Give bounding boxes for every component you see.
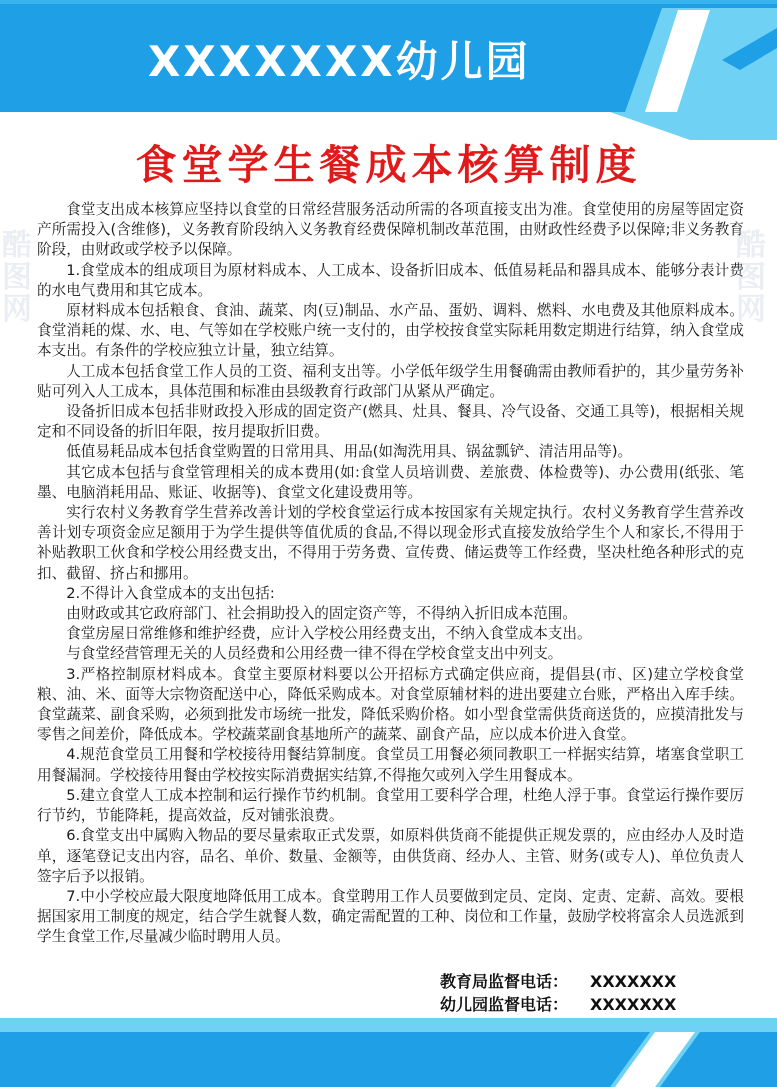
paragraph: 6.食堂支出中属购入物品的要尽量索取正式发票，如原料供货商不能提供正规发票的，应由经办人及时造单，逐笔登记支出内容，品名、单价、数量、金额等，由供货商、经办人、主管、财务(或专人)、单位负责人签字后予以报销。 (37, 827, 744, 885)
paragraph: 人工成本包括食堂工作人员的工资、福利支出等。小学低年级学生用餐确需由教师看护的，其少量劳务补贴可列入人工成本，具体范围和标准由县级教育行政部门从紧从严确定。 (37, 362, 744, 400)
footer-banner (0, 1010, 777, 1087)
paragraph: 4.规范食堂员工用餐和学校接待用餐结算制度。食堂员工用餐必须同教职工一样据实结算，堵塞食堂职工用餐漏洞。学校接待用餐由学校按实际消费据实结算,不得拖欠或列入学生用餐成本。 (37, 746, 744, 784)
paragraph: 食堂支出成本核算应坚持以食堂的日常经营服务活动所需的各项直接支出为准。食堂使用的房屋等固定资产所需投入(含维修)，义务教育阶段纳入义务教育经费保障机制改革范围，由财政性经费予以保障;非义务教育阶段，由财政或学校予以保障。 (37, 201, 744, 259)
paragraph: 原材料成本包括粮食、食油、蔬菜、肉(豆)制品、水产品、蛋奶、调料、燃料、水电费及其他原料成本。食堂消耗的煤、水、电、气等如在学校账户统一支付的，由学校按食堂实际耗用数定期进行结算，纳入食堂成本支出。有条件的学校应独立计量，独立结算。 (37, 302, 744, 360)
paragraph: 7.中小学校应最大限度地降低用工成本。食堂聘用工作人员要做到定员、定岗、定责、定薪、高效。要根据国家用工制度的规定，结合学生就餐人数，确定需配置的工种、岗位和工作量，鼓励学校将富余人员选派到学生食堂工作,尽量减少临时聘用人员。 (37, 887, 744, 946)
school-name: XXXXXXX幼儿园 (148, 37, 531, 86)
contact-label: 教育局监督电话： (440, 972, 569, 991)
footer-main-band (0, 1032, 650, 1087)
paragraph: 由财政或其它政府部门、社会捐助投入的固定资产等，不得纳入折旧成本范围。 (66, 605, 577, 623)
paragraph: 其它成本包括与食堂管理相关的成本费用(如:食堂人员培训费、差旅费、体检费等)、办公费用(纸张、笔墨、电脑消耗用品、账证、收据等)、食堂文化建设费用等。 (37, 463, 744, 501)
paragraph: 5.建立食堂人工成本控制和运行操作节约机制。食堂用工要科学合理，杜绝人浮于事。食堂运行操作要厉行节约，节能降耗，提高效益，反对铺张浪费。 (37, 786, 744, 825)
paragraph: 实行农村义务教育学生营养改善计划的学校食堂运行成本按国家有关规定执行。农村义务教育学生营养改善计划专项资金应足额用于为学生提供等值优质的食品,不得以现金形式直接发放给学生个人和家长,不得用于补贴教职工伙食和学校公用经费支出，不得用于劳务费、宣传费、储运费等工作经费，坚决杜绝各种形式的克扣、截留、挤占和挪用。 (37, 504, 744, 582)
contact-label: 幼儿园监督电话： (440, 995, 569, 1014)
paragraph: 食堂房屋日常维修和维护经费，应计入学校公用经费支出，不纳入食堂成本支出。 (66, 625, 592, 643)
paragraph: 3.严格控制原材料成本。食堂主要原材料要以公开招标方式确定供应商，提倡县(市、区)建立学校食堂粮、油、米、面等大宗物资配送中心，降低采购成本。对食堂原辅材料的进出要建立台账，严格出入库手续。食堂蔬菜、副食采购，必须到批发市场统一批发，降低采购价格。如小型食堂需供货商送货的，应摸清批发与零售之间差价，降低成本。学校蔬菜副食基地所产的蔬菜、副食产品，应以成本价进入食堂。 (37, 665, 744, 744)
watermark-right: 酷图网 (736, 228, 766, 327)
paragraph: 2.不得计入食堂成本的支出包括: (66, 584, 275, 602)
header-top-line (0, 0, 777, 4)
paragraph: 设备折旧成本包括非财政投入形成的固定资产(燃具、灶具、餐具、冷气设备、交通工具等)，根据相关规定和不同设备的折旧年限，按月提取折旧费。 (37, 403, 744, 441)
contact-line-education-bureau (440, 970, 740, 993)
watermark-left: 酷图网 (2, 228, 32, 327)
contact-phone: XXXXXXX (590, 972, 677, 991)
paragraph: 1.食堂成本的组成项目为原材料成本、人工成本、设备折旧成本、低值易耗品和器具成本、能够分表计费的水电气费用和其它成本。 (37, 261, 744, 299)
document-title: 食堂学生餐成本核算制度 (135, 141, 642, 189)
paragraph: 低值易耗品成本包括食堂购置的日常用具、用品(如淘洗用具、锅盆瓢铲、清洁用品等)。 (66, 443, 633, 461)
regulation-body (37, 200, 744, 948)
paragraph: 与食堂经营管理无关的人员经费和公用经费一律不得在学校食堂支出中列支。 (66, 645, 563, 663)
contact-phone: XXXXXXX (590, 995, 677, 1014)
